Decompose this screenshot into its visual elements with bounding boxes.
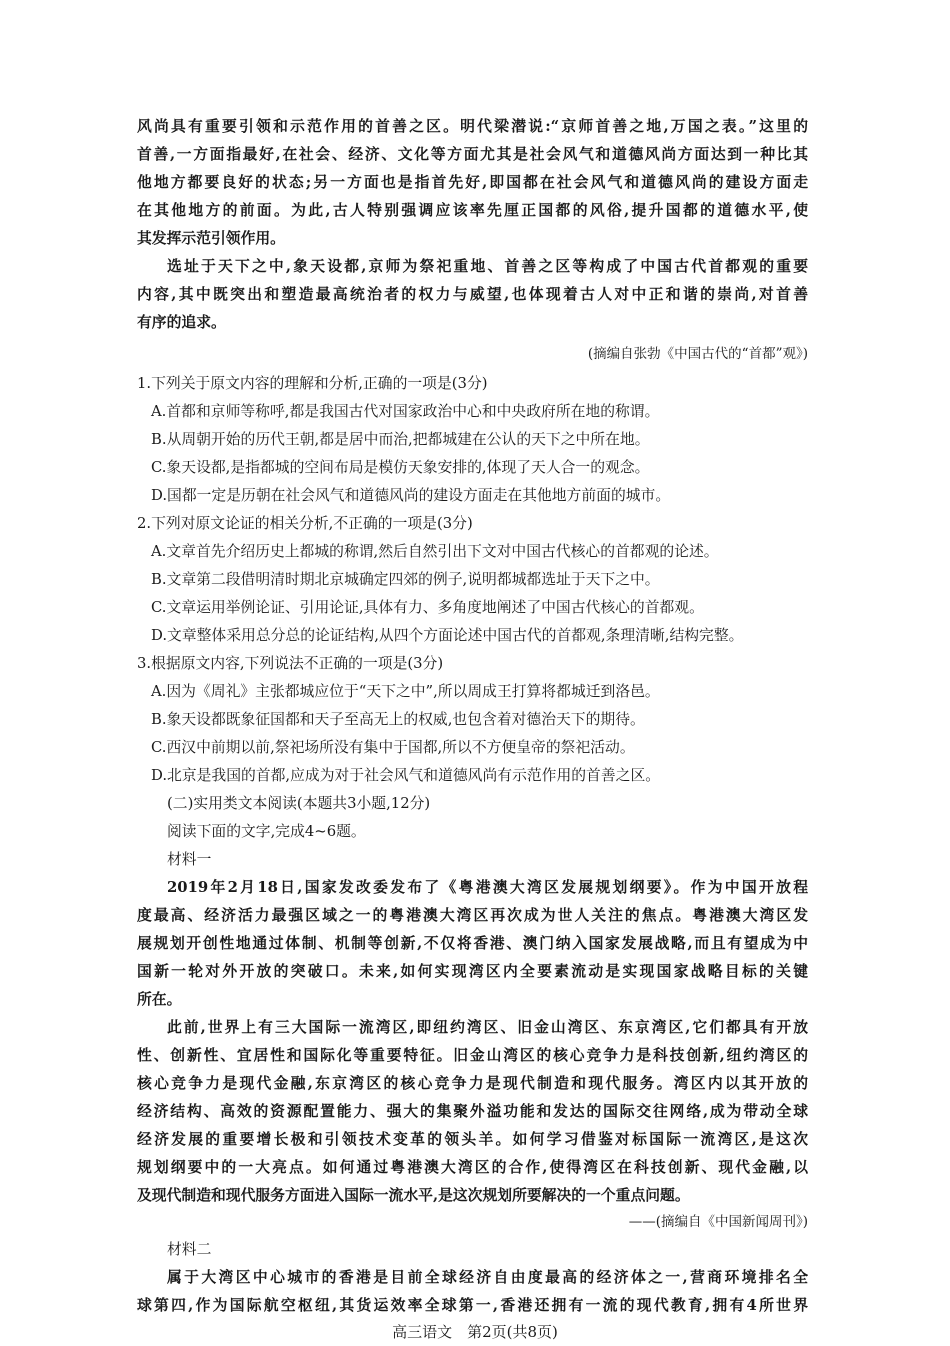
question-option: B.象天设都既象征国都和天子至高无上的权威,也包含着对德治天下的期待。 [151, 711, 645, 728]
passage-line: 国新一轮对外开放的突破口。未来,如何实现湾区内全要素流动是实现国家战略目标的关键 [137, 963, 808, 980]
question-option: A.文章首先介绍历史上都城的称谓,然后自然引出下文对中国古代核心的首都观的论述。 [151, 543, 719, 560]
question-option: C.西汉中前期以前,祭祀场所没有集中于国都,所以不方便皇帝的祭祀活动。 [151, 739, 635, 756]
passage-line: 选址于天下之中,象天设都,京师为祭祀重地、首善之区等构成了中国古代首都观的重要 [167, 258, 808, 275]
passage-line: 展规划开创性地通过体制、机制等创新,不仅将香港、澳门纳入国家发展战略,而且有望成为中 [137, 935, 808, 952]
question-option: C.象天设都,是指都城的空间布局是模仿天象安排的,体现了天人合一的观念。 [151, 459, 650, 476]
question-option: B.文章第二段借明清时期北京城确定四郊的例子,说明都城都选址于天下之中。 [151, 571, 660, 588]
question-option: A.首都和京师等称呼,都是我国古代对国家政治中心和中央政府所在地的称谓。 [151, 403, 660, 420]
material-source: ——(摘编自《中国新闻周刊》) [628, 1214, 808, 1230]
passage-line: 经济结构、高效的资源配置能力、强大的集聚外溢功能和发达的国际交往网络,成为带动全球 [137, 1103, 808, 1120]
passage-line: 度最高、经济活力最强区域之一的粤港澳大湾区再次成为世人关注的焦点。粤港澳大湾区发 [137, 907, 808, 924]
passage-line: 风尚具有重要引领和示范作用的首善之区。明代梁潜说:“京师首善之地,万国之表。”这里的 [137, 118, 808, 135]
question-stem: 2.下列对原文论证的相关分析,不正确的一项是(3分) [137, 515, 473, 532]
passage-line: 核心竞争力是现代金融,东京湾区的核心竞争力是现代制造和现代服务。湾区内以其开放的 [137, 1075, 808, 1092]
material-label: 材料一 [167, 851, 212, 868]
passage-line: 规划纲要中的一大亮点。如何通过粤港澳大湾区的合作,使得湾区在科技创新、现代金融,以 [137, 1159, 808, 1176]
section-instruction: 阅读下面的文字,完成4~6题。 [167, 823, 366, 840]
question-option: B.从周朝开始的历代王朝,都是居中而治,把都城建在公认的天下之中所在地。 [151, 431, 650, 448]
question-option: D.国都一定是历朝在社会风气和道德风尚的建设方面走在其他地方前面的城市。 [151, 487, 671, 504]
question-stem: 3.根据原文内容,下列说法不正确的一项是(3分) [137, 655, 444, 672]
passage-line: 首善,一方面指最好,在社会、经济、文化等方面尤其是社会风气和道德风尚方面达到一种比其 [137, 146, 808, 163]
passage-line: 在其他地方的前面。为此,古人特别强调应该率先厘正国都的风俗,提升国都的道德水平,使 [137, 202, 808, 219]
passage-line: 及现代制造和现代服务方面进入国际一流水平,是这次规划所要解决的一个重点问题。 [137, 1187, 690, 1204]
passage-line: 性、创新性、宜居性和国际化等重要特征。旧金山湾区的核心竞争力是科技创新,纽约湾区的 [137, 1047, 808, 1064]
passage-line: 他地方都要良好的状态;另一方面也是指首先好,即国都在社会风气和道德风尚的建设方面走 [137, 174, 808, 191]
section-heading: (二)实用类文本阅读(本题共3小题,12分) [167, 795, 431, 812]
question-option: D.北京是我国的首都,应成为对于社会风气和道德风尚有示范作用的首善之区。 [151, 767, 661, 784]
passage-line: 内容,其中既突出和塑造最高统治者的权力与威望,也体现着古人对中正和谐的崇尚,对首善 [137, 286, 808, 303]
passage-line: 属于大湾区中心城市的香港是目前全球经济自由度最高的经济体之一,营商环境排名全 [167, 1269, 808, 1286]
passage-line: 经济发展的重要增长极和引领技术变革的领头羊。如何学习借鉴对标国际一流湾区,是这次 [137, 1131, 808, 1148]
page-footer: 高三语文 第2页(共8页) [392, 1323, 558, 1341]
passage-line: 球第四,作为国际航空枢纽,其货运效率全球第一,香港还拥有一流的现代教育,拥有4所世界 [137, 1297, 808, 1314]
question-option: D.文章整体采用总分总的论证结构,从四个方面论述中国古代的首都观,条理清晰,结构完整。 [151, 627, 744, 644]
passage-line: 有序的追求。 [137, 314, 226, 331]
passage-line: 其发挥示范引领作用。 [137, 230, 285, 247]
question-stem: 1.下列关于原文内容的理解和分析,正确的一项是(3分) [137, 375, 488, 392]
passage-line: 此前,世界上有三大国际一流湾区,即纽约湾区、旧金山湾区、东京湾区,它们都具有开放 [167, 1019, 808, 1036]
material-label: 材料二 [167, 1241, 212, 1258]
passage-line: 所在。 [137, 991, 182, 1008]
passage-source: (摘编自张勃《中国古代的“首都”观》) [587, 346, 808, 362]
passage-line: 2019年2月18日,国家发改委发布了《粤港澳大湾区发展规划纲要》。作为中国开放程 [167, 879, 808, 896]
question-option: A.因为《周礼》主张都城应位于“天下之中”,所以周成王打算将都城迁到洛邑。 [151, 683, 660, 700]
question-option: C.文章运用举例论证、引用论证,具体有力、多角度地阐述了中国古代核心的首都观。 [151, 599, 704, 616]
